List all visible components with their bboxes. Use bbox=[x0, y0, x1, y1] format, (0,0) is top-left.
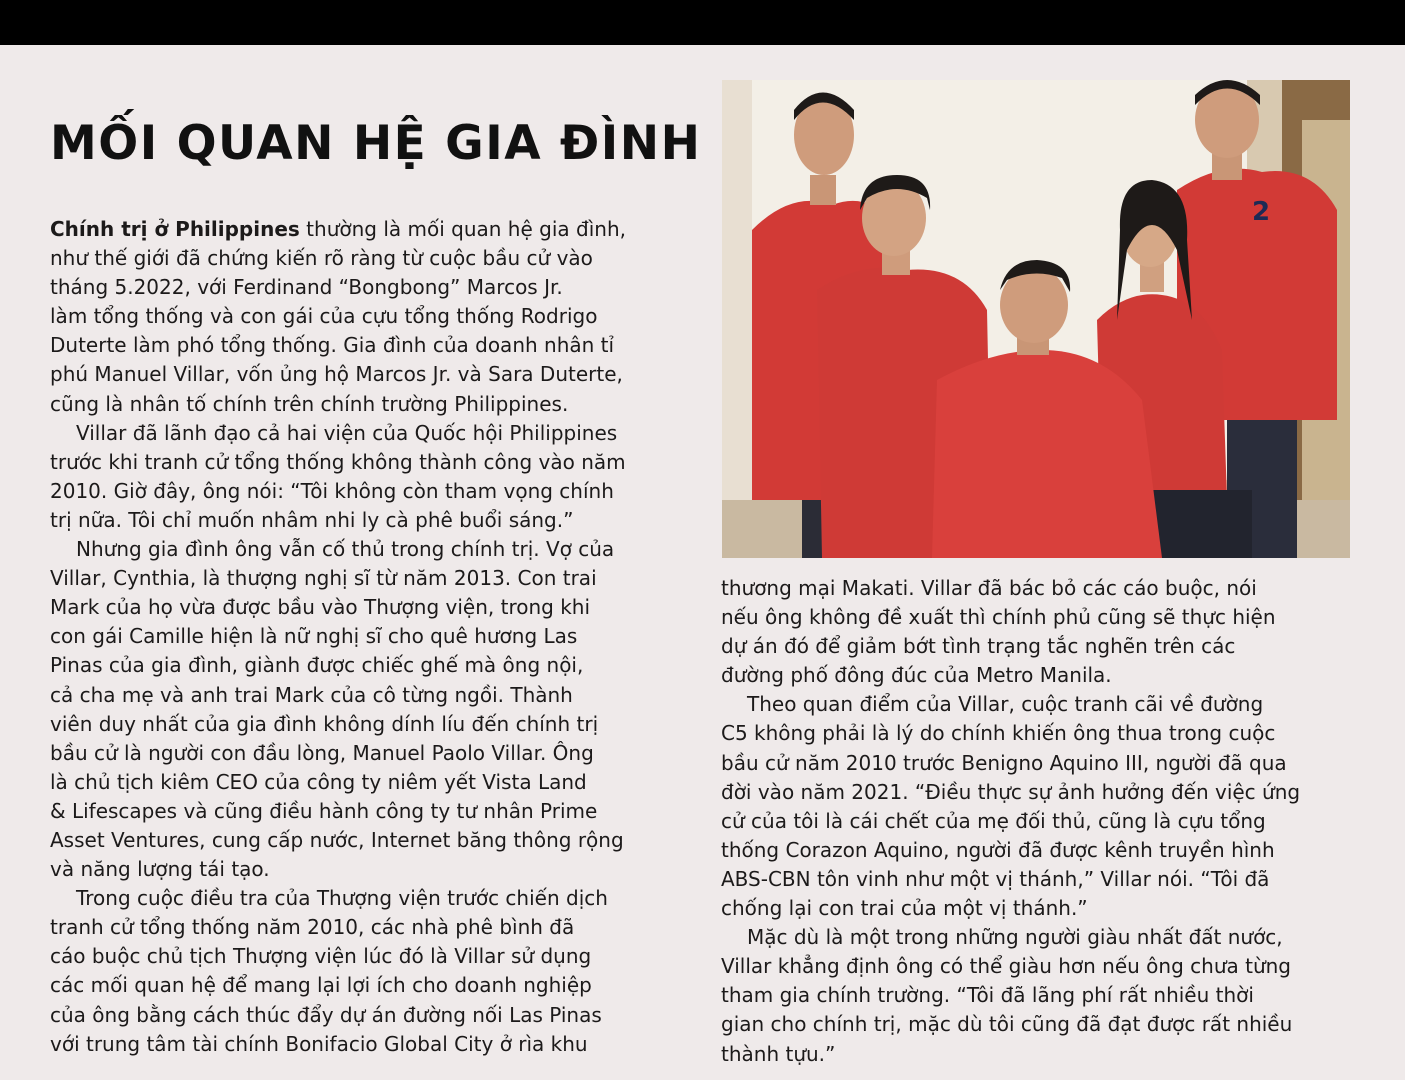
paragraph-line: gian cho chính trị, mặc dù tôi cũng đã đạt được rất nhiều bbox=[721, 1012, 1293, 1037]
lead-bold-text: Chính trị ở Philippines bbox=[50, 217, 300, 241]
paragraph-line: cả cha mẹ và anh trai Mark của cô từng ngồi. Thành bbox=[50, 682, 573, 707]
family-photo bbox=[722, 80, 1350, 558]
paragraph-line: Villar đã lãnh đạo cả hai viện của Quốc hội Philippines bbox=[76, 420, 618, 445]
paragraph-line: nếu ông không đề xuất thì chính phủ cũng sẽ thực hiện bbox=[721, 605, 1276, 630]
paragraph-line: tranh cử tổng thống năm 2010, các nhà phê bình đã bbox=[50, 915, 575, 940]
paragraph-line: dự án đó để giảm bớt tình trạng tắc nghẽn trên các bbox=[721, 634, 1236, 659]
top-black-bar bbox=[0, 0, 1405, 45]
paragraph-line: với trung tâm tài chính Bonifacio Global City ở rìa khu bbox=[50, 1031, 588, 1056]
paragraph-line: các mối quan hệ để mang lại lợi ích cho doanh nghiệp bbox=[50, 973, 592, 998]
paragraph-line: cử của tôi là cái chết của mẹ đối thủ, cũng là cựu tổng bbox=[721, 808, 1266, 833]
paragraph-line: trị nữa. Tôi chỉ muốn nhâm nhi ly cà phê buổi sáng.” bbox=[50, 507, 574, 532]
paragraph-line: ABS-CBN tôn vinh như một vị thánh,” Villar nói. “Tôi đã bbox=[721, 866, 1270, 891]
paragraph-line: Pinas của gia đình, giành được chiếc ghế mà ông nội, bbox=[50, 653, 584, 678]
paragraph-line: làm tổng thống và con gái của cựu tổng thống Rodrigo bbox=[50, 304, 598, 329]
paragraph-line: Villar khẳng định ông có thể giàu hơn nếu ông chưa từng bbox=[721, 954, 1291, 979]
paragraph-line: cũng là nhân tố chính trên chính trường Philippines. bbox=[50, 391, 569, 416]
paragraph-line: thương mại Makati. Villar đã bác bỏ các cáo buộc, nói bbox=[721, 576, 1257, 600]
paragraph-line: Nhưng gia đình ông vẫn cố thủ trong chính trị. Vợ của bbox=[76, 537, 615, 562]
paragraph-line: và năng lượng tái tạo. bbox=[50, 857, 270, 882]
paragraph-line: bầu cử năm 2010 trước Benigno Aquino III, người đã qua bbox=[721, 750, 1287, 775]
family-photo-illustration bbox=[722, 80, 1350, 558]
paragraph-line: viên duy nhất của gia đình không dính líu đến chính trị bbox=[50, 711, 599, 736]
paragraph-line: thống Corazon Aquino, người đã được kênh truyền hình bbox=[721, 837, 1275, 862]
left-text-column bbox=[50, 215, 695, 1059]
paragraph-line: Villar, Cynthia, là thượng nghị sĩ từ năm 2013. Con trai bbox=[50, 566, 597, 591]
paragraph-line: trước khi tranh cử tổng thống không thành công vào năm bbox=[50, 449, 626, 474]
paragraph-line: thành tựu.” bbox=[721, 1041, 836, 1066]
paragraph-line: cáo buộc chủ tịch Thượng viện lúc đó là Villar sử dụng bbox=[50, 944, 592, 969]
paragraph-line: đường phố đông đúc của Metro Manila. bbox=[721, 663, 1112, 688]
paragraph-line-text: thường là mối quan hệ gia đình, bbox=[299, 217, 626, 241]
paragraph-line: Trong cuộc điều tra của Thượng viện trước chiến dịch bbox=[76, 886, 608, 911]
paragraph-line bbox=[50, 215, 695, 244]
paragraph-line: là chủ tịch kiêm CEO của công ty niêm yết Vista Land bbox=[50, 769, 587, 794]
paragraph-line: Theo quan điểm của Villar, cuộc tranh cãi về đường bbox=[747, 692, 1264, 717]
article-headline: MỐI QUAN HỆ GIA ĐÌNH bbox=[50, 116, 702, 171]
paragraph-line: Mark của họ vừa được bầu vào Thượng viện, trong khi bbox=[50, 595, 591, 620]
paragraph-line: tháng 5.2022, với Ferdinand “Bongbong” Marcos Jr. bbox=[50, 275, 563, 300]
paragraph-line: Mặc dù là một trong những người giàu nhất đất nước, bbox=[747, 925, 1283, 950]
paragraph-line: phú Manuel Villar, vốn ủng hộ Marcos Jr. và Sara Duterte, bbox=[50, 362, 623, 387]
paragraph-line: của ông bằng cách thúc đẩy dự án đường nối Las Pinas bbox=[50, 1002, 602, 1027]
paragraph-line: Asset Ventures, cung cấp nước, Internet băng thông rộng bbox=[50, 827, 624, 852]
paragraph-line: con gái Camille hiện là nữ nghị sĩ cho quê hương Las bbox=[50, 624, 578, 649]
paragraph-line: Duterte làm phó tổng thống. Gia đình của doanh nhân tỉ bbox=[50, 333, 615, 358]
paragraph-line: tham gia chính trường. “Tôi đã lãng phí rất nhiều thời bbox=[721, 983, 1254, 1008]
paragraph-line: chống lại con trai của một vị thánh.” bbox=[721, 896, 1088, 921]
paragraph-line: & Lifescapes và cũng điều hành công ty tư nhân Prime bbox=[50, 798, 598, 823]
right-text-column bbox=[721, 574, 1366, 1069]
paragraph-line: bầu cử là người con đầu lòng, Manuel Paolo Villar. Ông bbox=[50, 740, 594, 765]
paragraph-line: 2010. Giờ đây, ông nói: “Tôi không còn tham vọng chính bbox=[50, 478, 614, 503]
paragraph-line: đời vào năm 2021. “Điều thực sự ảnh hưởng đến việc ứng bbox=[721, 779, 1301, 804]
paragraph-line: như thế giới đã chứng kiến rõ ràng từ cuộc bầu cử vào bbox=[50, 246, 593, 271]
shirt-number: 2 bbox=[1252, 197, 1271, 227]
paragraph-line: C5 không phải là lý do chính khiến ông thua trong cuộc bbox=[721, 721, 1276, 746]
